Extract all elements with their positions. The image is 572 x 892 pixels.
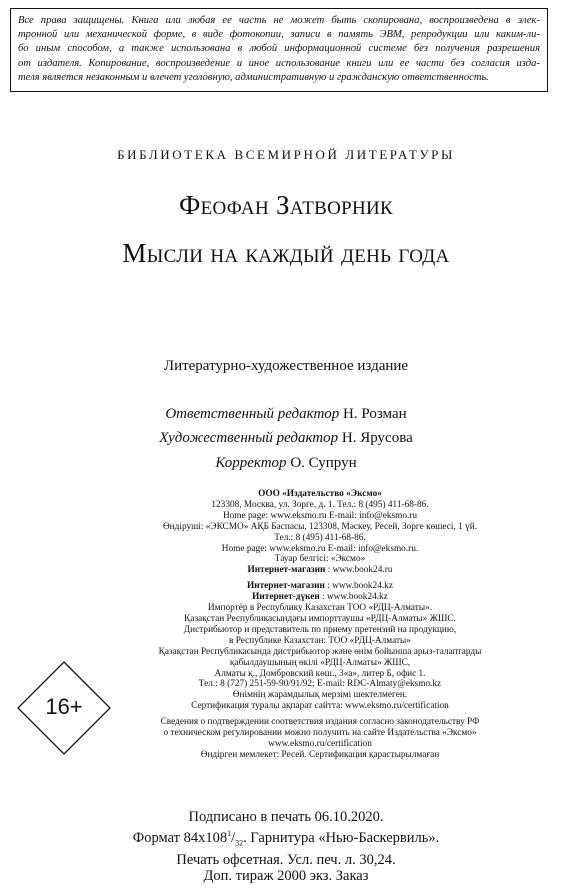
print-info: Печать офсетная. Усл. печ. л. 30,24. — [176, 851, 396, 868]
age-rating-badge — [16, 660, 112, 756]
certification-kz: Сертификация туралы ақпарат сайтта: www.eksmo.ru/certification — [191, 701, 449, 712]
shop-kz2 — [100, 592, 540, 603]
shelf-life: Өнімнің жарамдылық мерзімі шектелмеген. — [232, 690, 408, 701]
conformity-url: www.eksmo.ru/certification — [268, 738, 372, 749]
book-title: Мысли на каждый день года — [122, 238, 450, 268]
format-line: Формат $84x108^1/_{32}$. Гарнитура «Нью-Баскервиль». — [132, 828, 440, 848]
staff-role: Художественный редактор — [159, 430, 339, 446]
author-name: Феофан Затворник — [179, 190, 393, 220]
shop-url: : www.book24.kz — [324, 581, 393, 592]
publisher-info — [100, 489, 540, 761]
signed-date: Подписано в печать 06.10.2020. — [188, 809, 384, 825]
shop-url: : www.book24.ru — [325, 565, 393, 576]
format-prefix: Формат 84x108 — [132, 829, 228, 846]
importer-ru: Импортёр в Республику Казахстан ТОО «РДЦ-Алматы». — [207, 603, 433, 614]
copyright-notice — [10, 8, 548, 92]
print-run: Доп. тираж 2000 экз. Заказ — [203, 868, 369, 885]
address-kz: Алматы қ., Домбровский көш., 3«а», литер Б, офис 1. — [214, 668, 426, 679]
distributor-ru: в Республике Казахстан: ТОО «РДЦ-Алматы» — [229, 635, 411, 646]
shop-label: Интернет-магазин — [247, 581, 325, 592]
copyright-line: бо иным способом, а также использована в любой информационной системе без получения разрешения — [18, 43, 540, 55]
series-title: БИБЛИОТЕКА ВСЕМИРНОЙ ЛИТЕРАТУРЫ — [117, 147, 455, 162]
staff-name: О. Супрун — [290, 455, 357, 471]
conformity-text: о техническом регулировании можно получить на сайте Издательства «Эксмо» — [163, 728, 477, 739]
phone-kz: Тел.: 8 (495) 411-68-86. — [274, 532, 366, 543]
origin-kz: Өндірген мемлекет: Ресей. Сертификация қарастырылмаған — [200, 749, 440, 760]
importer-kz: Қазақстан Республикасындағы импорттаушы «РДЦ-Алматы» ЖШС. — [184, 613, 456, 624]
shop-kz — [100, 581, 540, 592]
publisher-name: ООО «Издательство «Эксмо» — [258, 489, 382, 499]
shop-url: : www.book24.kz — [319, 592, 388, 603]
copyright-line: от издателя. Копирование, воспроизведение и иное использование книги или ее части без согласия изда- — [18, 57, 540, 69]
imprint-block — [0, 809, 572, 885]
publisher-address: 123308, Москва, ул. Зорге, д. 1. Тел.: 8 (495) 411-68-86. — [211, 499, 429, 510]
distributor-ru: Дистрибьютор и представитель по приему претензий на продукцию, — [183, 624, 457, 635]
web-kz: Home page: www.eksmo.ru E-mail: info@eksmo.ru. — [221, 543, 419, 554]
format-sub: 32 — [235, 838, 244, 848]
staff-role: Ответственный редактор — [165, 406, 340, 422]
staff-name: Н. Розман — [343, 406, 407, 422]
shop-label: Интернет-магазин — [247, 565, 326, 576]
staff-line — [0, 455, 572, 472]
shop-ru — [100, 565, 540, 576]
edition-type: Литературно-художественное издание — [163, 358, 409, 374]
staff-line — [0, 406, 572, 423]
manufacturer-kz: Өндіруші: «ЭКСМО» АҚБ Баспасы, 123308, Мәскеу, Ресей, Зорге көшесі, 1 үй. — [162, 521, 478, 532]
staff-line — [0, 430, 572, 447]
staff-role: Корректор — [215, 455, 287, 471]
copyright-line: тронной или механической форме, в виде фотокопии, записи в память ЭВМ, репродукции или каким-ли- — [18, 29, 540, 41]
distributor-kz: Қазақстан Республикасында дистрибьютор және өнім бойынша арыз-талаптарды — [158, 646, 482, 657]
distributor-kz: қабылдаушының өкілі «РДЦ-Алматы» ЖШС, — [229, 657, 411, 668]
conformity-text: Сведения о подтверждении соответствия издания согласно законодательству РФ — [160, 717, 480, 728]
publisher-web: Home page: www.eksmo.ru E-mail: info@eksmo.ru — [222, 510, 418, 521]
copyright-line: Все права защищены. Книга или любая ее часть не может быть скопирована, воспроизведена в элек- — [18, 15, 540, 26]
copyright-line: теля является незаконным и влечет уголовную, административную и гражданскую ответственность. — [18, 71, 489, 83]
staff-name: Н. Ярусова — [341, 430, 413, 446]
format-suffix: . Гарнитура «Нью-Баскервиль». — [243, 829, 440, 846]
contacts-kz: Тел.: 8 (727) 251-59-90/91/92; E-mail: RDC-Almaty@eksmo.kz — [198, 679, 442, 690]
trademark-kz: Тауар белгісі: «Эксмо» — [274, 554, 366, 565]
age-rating: 16+ — [45, 694, 83, 719]
shop-label: Интернет-дүкен — [252, 592, 320, 603]
format-sup: 1 — [227, 828, 232, 838]
